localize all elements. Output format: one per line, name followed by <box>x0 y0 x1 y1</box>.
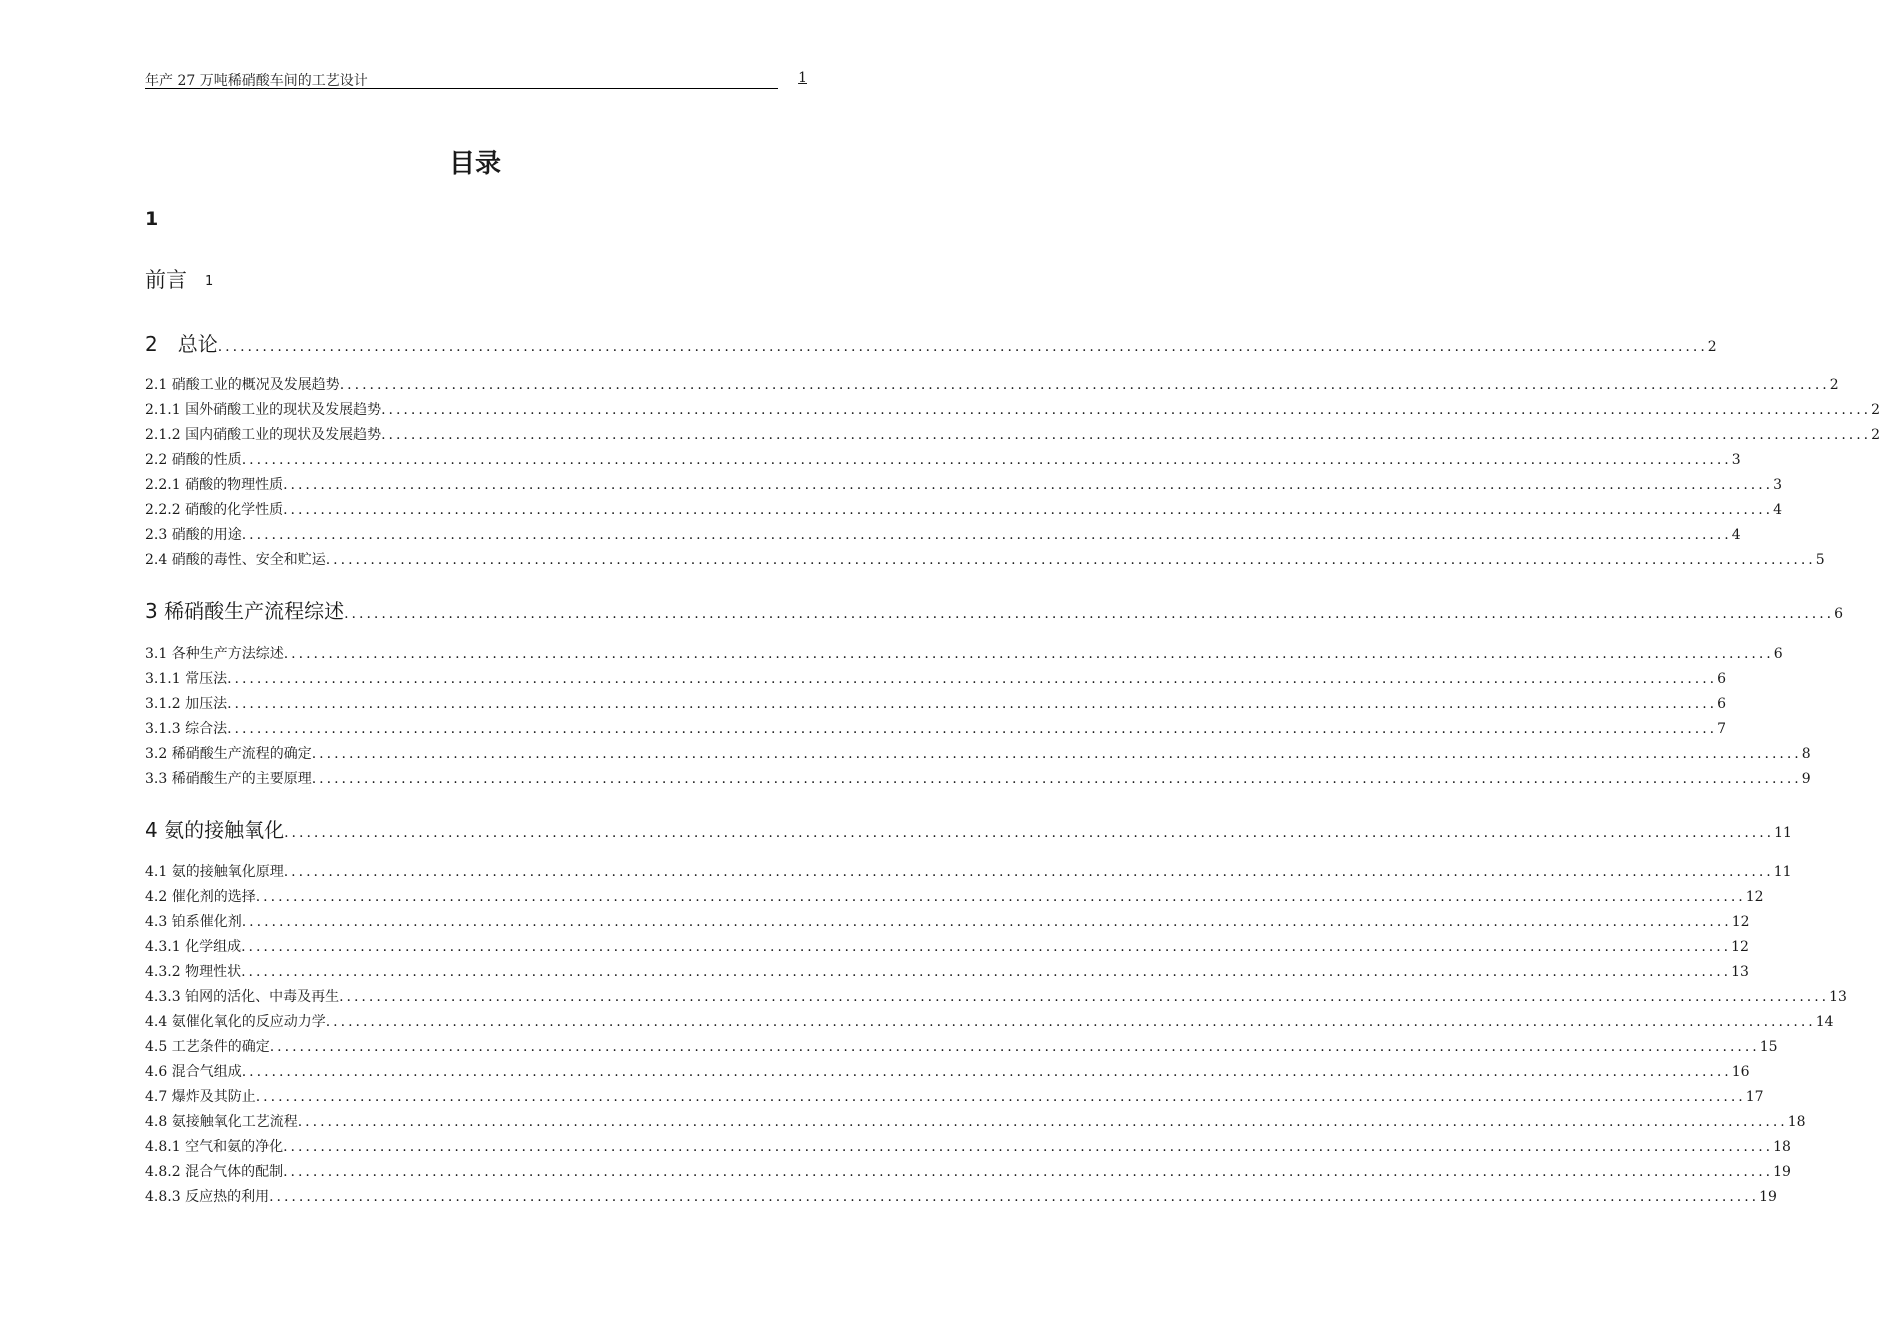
dot-leader: ........................................................................................................................................................................................................ <box>344 606 1835 622</box>
dot-leader: ........................................................................................................................................................................................................ <box>227 671 1718 687</box>
dot-leader: ........................................................................................................................................................................................................ <box>241 939 1732 955</box>
toc-entry-page: 18 <box>1773 1139 1791 1155</box>
toc-entry-page: 5 <box>1815 552 1825 568</box>
dot-leader: ........................................................................................................................................................................................................ <box>381 402 1872 418</box>
dot-leader: ........................................................................................................................................................................................................ <box>339 989 1830 1005</box>
dot-leader: ........................................................................................................................................................................................................ <box>311 746 1802 762</box>
toc-entry[interactable] <box>145 1111 1806 1131</box>
dot-leader: ........................................................................................................................................................................................................ <box>255 1089 1746 1105</box>
dot-leader: ........................................................................................................................................................................................................ <box>283 864 1774 880</box>
toc-entry[interactable] <box>145 1011 1834 1031</box>
dot-leader: ........................................................................................................................................................................................................ <box>217 339 1708 355</box>
toc-entry-label: 4.7 爆炸及其防止 <box>145 1089 256 1105</box>
toc-entry-page: 6 <box>1717 671 1727 687</box>
dot-leader: ........................................................................................................................................................................................................ <box>283 1139 1774 1155</box>
toc-entry-label: 3.2 稀硝酸生产流程的确定 <box>145 746 312 762</box>
toc-entry[interactable] <box>145 449 1741 469</box>
dot-leader: ........................................................................................................................................................................................................ <box>283 1164 1774 1180</box>
toc-entry-label: 4.3.2 物理性状 <box>145 964 242 980</box>
toc-entry-chapter[interactable] <box>145 595 1844 623</box>
toc-entry[interactable] <box>145 668 1727 688</box>
dot-leader: ........................................................................................................................................................................................................ <box>269 1039 1760 1055</box>
toc-entry[interactable] <box>145 861 1792 881</box>
dot-leader: ........................................................................................................................................................................................................ <box>227 696 1718 712</box>
dot-leader: ........................................................................................................................................................................................................ <box>255 889 1746 905</box>
toc-entry-label: 4.2 催化剂的选择 <box>145 889 256 905</box>
toc-entry[interactable] <box>145 1061 1750 1081</box>
dot-leader: ........................................................................................................................................................................................................ <box>241 914 1732 930</box>
dot-leader: ........................................................................................................................................................................................................ <box>227 721 1718 737</box>
dot-leader: ........................................................................................................................................................................................................ <box>284 825 1775 841</box>
toc-entry-page: 16 <box>1731 1064 1750 1080</box>
toc-entry-page: 9 <box>1801 771 1811 787</box>
toc-entry-page: 6 <box>1834 606 1844 622</box>
dot-leader: ........................................................................................................................................................................................................ <box>283 502 1774 518</box>
toc-entry[interactable] <box>145 1161 1791 1181</box>
dot-leader: ........................................................................................................................................................................................................ <box>283 646 1774 662</box>
toc-entry-label: 2.2.1 硝酸的物理性质 <box>145 477 284 493</box>
dot-leader: ........................................................................................................................................................................................................ <box>241 527 1732 543</box>
toc-entry-label: 2.3 硝酸的用途 <box>145 527 242 543</box>
toc-entry[interactable] <box>145 1136 1791 1156</box>
toc-entry[interactable] <box>145 911 1750 931</box>
toc-entry-preface[interactable] <box>145 264 213 294</box>
toc-title: 目录 <box>448 149 501 179</box>
dot-leader: ........................................................................................................................................................................................................ <box>325 552 1816 568</box>
toc-entry-chapter[interactable] <box>145 328 1717 356</box>
toc-entry-chapter[interactable] <box>145 814 1792 842</box>
toc-entry[interactable] <box>145 1086 1764 1106</box>
toc-entry-page: 12 <box>1745 889 1764 905</box>
toc-entry-label: 4.8 氨接触氧化工艺流程 <box>145 1114 298 1130</box>
toc-entry-page: 12 <box>1731 914 1750 930</box>
toc-entry[interactable] <box>145 643 1783 663</box>
toc-entry-label: 4.8.3 反应热的利用 <box>145 1189 270 1205</box>
dot-leader: ........................................................................................................................................................................................................ <box>283 477 1774 493</box>
toc-entry-label: 4.3 铂系催化剂 <box>145 914 242 930</box>
toc-entry[interactable] <box>145 768 1811 788</box>
toc-entry-label: 4.3.3 铂网的活化、中毒及再生 <box>145 989 340 1005</box>
toc-entry[interactable] <box>145 986 1847 1006</box>
dot-leader: ........................................................................................................................................................................................................ <box>311 771 1802 787</box>
dot-leader: ........................................................................................................................................................................................................ <box>269 1189 1760 1205</box>
toc-entry-label: 4.4 氨催化氧化的反应动力学 <box>145 1014 326 1030</box>
toc-entry[interactable] <box>145 399 1880 419</box>
toc-entry-label: 2.2 硝酸的性质 <box>145 452 242 468</box>
header-title: 年产 27 万吨稀硝酸车间的工艺设计 <box>145 73 368 89</box>
toc-entry-page: 13 <box>1731 964 1749 980</box>
dot-leader: ........................................................................................................................................................................................................ <box>325 1014 1816 1030</box>
toc-entry[interactable] <box>145 961 1749 981</box>
toc-entry-page: 3 <box>1773 477 1783 493</box>
toc-entry[interactable] <box>145 693 1727 713</box>
toc-entry-page: 15 <box>1759 1039 1778 1055</box>
toc-entry-label: 2.1.1 国外硝酸工业的现状及发展趋势 <box>145 402 382 418</box>
toc-entry-page: 2 <box>1871 402 1880 418</box>
toc-entry[interactable] <box>145 743 1811 763</box>
toc-entry[interactable] <box>145 549 1825 569</box>
header-page-number: 1 <box>798 70 807 86</box>
toc-entry-label: 2.2.2 硝酸的化学性质 <box>145 502 284 518</box>
toc-entry-label: 3.3 稀硝酸生产的主要原理 <box>145 771 312 787</box>
toc-entry-page: 11 <box>1774 825 1792 841</box>
toc-entry[interactable] <box>145 424 1880 444</box>
toc-entry[interactable] <box>145 718 1727 738</box>
toc-entry-label: 4.1 氨的接触氧化原理 <box>145 864 284 880</box>
toc-entry-label: 3.1.2 加压法 <box>145 696 228 712</box>
dot-leader: ........................................................................................................................................................................................................ <box>241 1064 1732 1080</box>
toc-entry-page: 18 <box>1787 1114 1806 1130</box>
toc-entry-page: 13 <box>1829 989 1847 1005</box>
dot-leader: ........................................................................................................................................................................................................ <box>297 1114 1788 1130</box>
toc-entry-page: 1 <box>205 274 214 289</box>
toc-entry-label: 4.8.1 空气和氨的净化 <box>145 1139 284 1155</box>
toc-entry-label: 4.8.2 混合气体的配制 <box>145 1164 284 1180</box>
toc-entry-label: 3.1 各种生产方法综述 <box>145 646 284 662</box>
toc-entry-page: 2 <box>1829 377 1839 393</box>
toc-entry-label: 3.1.3 综合法 <box>145 721 228 737</box>
toc-entry[interactable] <box>145 374 1839 394</box>
toc-entry[interactable] <box>145 936 1749 956</box>
toc-entry-page: 4 <box>1731 527 1741 543</box>
toc-entry-label: 2.4 硝酸的毒性、安全和贮运 <box>145 552 326 568</box>
toc-entry-page: 19 <box>1773 1164 1791 1180</box>
toc-entry-page: 12 <box>1731 939 1749 955</box>
header-rule <box>145 88 778 89</box>
toc-entry-page: 17 <box>1745 1089 1764 1105</box>
toc-entry-label: 3 稀硝酸生产流程综述 <box>145 599 345 623</box>
toc-entry-page: 6 <box>1717 696 1727 712</box>
page-header <box>145 68 807 90</box>
toc-entry-page: 2 <box>1871 427 1880 443</box>
toc-entry-label: 4.5 工艺条件的确定 <box>145 1039 270 1055</box>
toc-entry-label: 4.3.1 化学组成 <box>145 939 242 955</box>
toc-entry-page: 4 <box>1773 502 1783 518</box>
toc-entry[interactable] <box>145 474 1783 494</box>
dot-leader: ........................................................................................................................................................................................................ <box>241 452 1732 468</box>
toc-entry[interactable] <box>145 1186 1777 1206</box>
toc-entry[interactable] <box>145 524 1741 544</box>
toc-entry[interactable] <box>145 499 1783 519</box>
dot-leader: ........................................................................................................................................................................................................ <box>241 964 1732 980</box>
toc-entry[interactable] <box>145 886 1764 906</box>
toc-entry-page: 14 <box>1815 1014 1834 1030</box>
toc-entry-label: 3.1.1 常压法 <box>145 671 228 687</box>
toc-entry-label: 2.1 硝酸工业的概况及发展趋势 <box>145 377 340 393</box>
toc-entry-label: 2 总论 <box>145 332 218 356</box>
toc-entry-page: 11 <box>1773 864 1792 880</box>
toc-entry-label: 4.6 混合气组成 <box>145 1064 242 1080</box>
toc-entry-label: 4 氨的接触氧化 <box>145 818 285 842</box>
toc-entry-page: 8 <box>1801 746 1811 762</box>
dot-leader: ........................................................................................................................................................................................................ <box>339 377 1830 393</box>
toc-entry-label: 2.1.2 国内硝酸工业的现状及发展趋势 <box>145 427 382 443</box>
section-number: 1 <box>145 208 159 230</box>
dot-leader: ........................................................................................................................................................................................................ <box>381 427 1872 443</box>
toc-entry-page: 7 <box>1717 721 1727 737</box>
toc-entry-page: 3 <box>1731 452 1741 468</box>
toc-entry[interactable] <box>145 1036 1778 1056</box>
toc-entry-page: 6 <box>1773 646 1783 662</box>
toc-entry-label: 前言 <box>145 268 187 292</box>
toc-entry-page: 2 <box>1707 339 1717 355</box>
toc-entry-page: 19 <box>1759 1189 1777 1205</box>
